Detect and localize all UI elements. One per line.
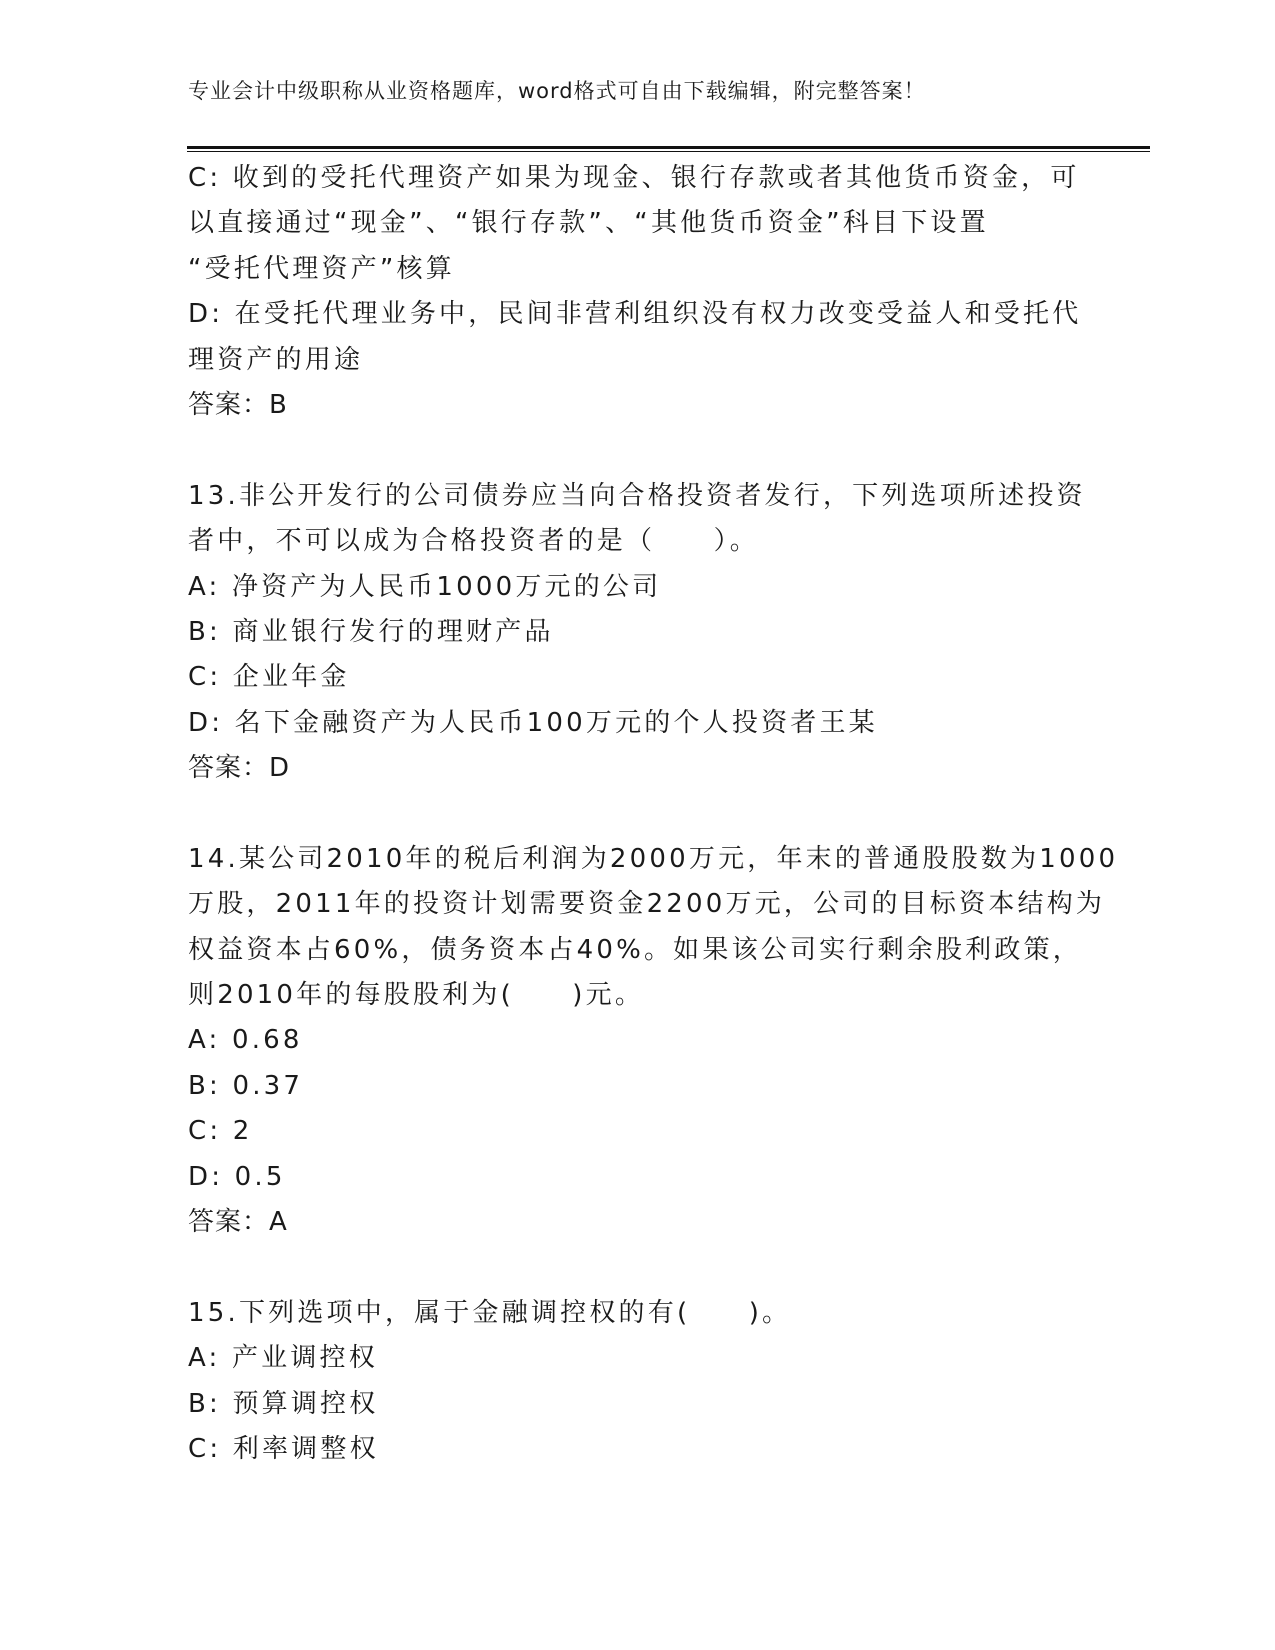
document-content	[188, 156, 1119, 1472]
q12-option-c-line-3: “受托代理资产”核算	[188, 253, 455, 284]
question-15	[188, 1291, 1088, 1473]
q14-stem-line-2: 万股，2011年的投资计划需要资金2200万元，公司的目标资本结构为	[188, 889, 1106, 920]
q13-option-d: D: 名下金融资产为人民币100万元的个人投资者王某	[188, 707, 878, 738]
q13-option-c: C: 企业年金	[188, 662, 350, 693]
q13-option-a: A: 净资产为人民币1000万元的公司	[188, 571, 662, 602]
q14-option-d: D: 0.5	[188, 1161, 286, 1192]
spacer	[188, 791, 1088, 836]
spacer	[188, 428, 1088, 473]
q14-stem-line-1: 14.某公司2010年的税后利润为2000万元，年末的普通股股数为1000	[188, 843, 1119, 874]
header-rule-thick	[187, 146, 1150, 149]
header-rule-thin	[187, 151, 1150, 152]
q14-option-a: A: 0.68	[188, 1025, 303, 1056]
question-14	[188, 837, 1119, 1246]
page-header: 专业会计中级职称从业资格题库，word格式可自由下载编辑，附完整答案！	[188, 79, 926, 103]
q14-option-b: B: 0.37	[188, 1070, 304, 1101]
q13-stem-line-1: 13.非公开发行的公司债券应当向合格投资者发行，下列选项所述投资	[188, 480, 1086, 511]
q15-option-a: A: 产业调控权	[188, 1343, 378, 1374]
q14-stem-line-4: 则2010年的每股股利为( )元。	[188, 980, 645, 1011]
q15-option-b: B: 预算调控权	[188, 1388, 379, 1419]
q13-stem-line-2: 者中，不可以成为合格投资者的是（ ）。	[188, 526, 760, 557]
q14-option-c: C: 2	[188, 1116, 253, 1147]
q12-option-d-line-2: 理资产的用途	[188, 344, 364, 375]
q12-option-c-line-1: C: 收到的受托代理资产如果为现金、银行存款或者其他货币资金，可	[188, 163, 1080, 193]
q15-stem-line-1: 15.下列选项中，属于金融调控权的有( )。	[188, 1297, 792, 1328]
spacer	[188, 1245, 1088, 1290]
q13-answer: 答案：D	[188, 753, 291, 784]
q15-option-c: C: 利率调整权	[188, 1433, 379, 1464]
question-13	[188, 474, 1088, 792]
question-12-tail	[188, 156, 1088, 428]
q12-option-d-line-1: D: 在受托代理业务中，民间非营利组织没有权力改变受益人和受托代	[188, 299, 1082, 330]
q14-stem-line-3: 权益资本占60%，债务资本占40%。如果该公司实行剩余股利政策，	[188, 934, 1082, 965]
q12-option-c-line-2: 以直接通过“现金”、“银行存款”、“其他货币资金”科目下设置	[188, 208, 989, 239]
q14-answer: 答案：A	[188, 1206, 288, 1237]
q12-answer: 答案：B	[188, 389, 288, 420]
q13-option-b: B: 商业银行发行的理财产品	[188, 616, 554, 647]
